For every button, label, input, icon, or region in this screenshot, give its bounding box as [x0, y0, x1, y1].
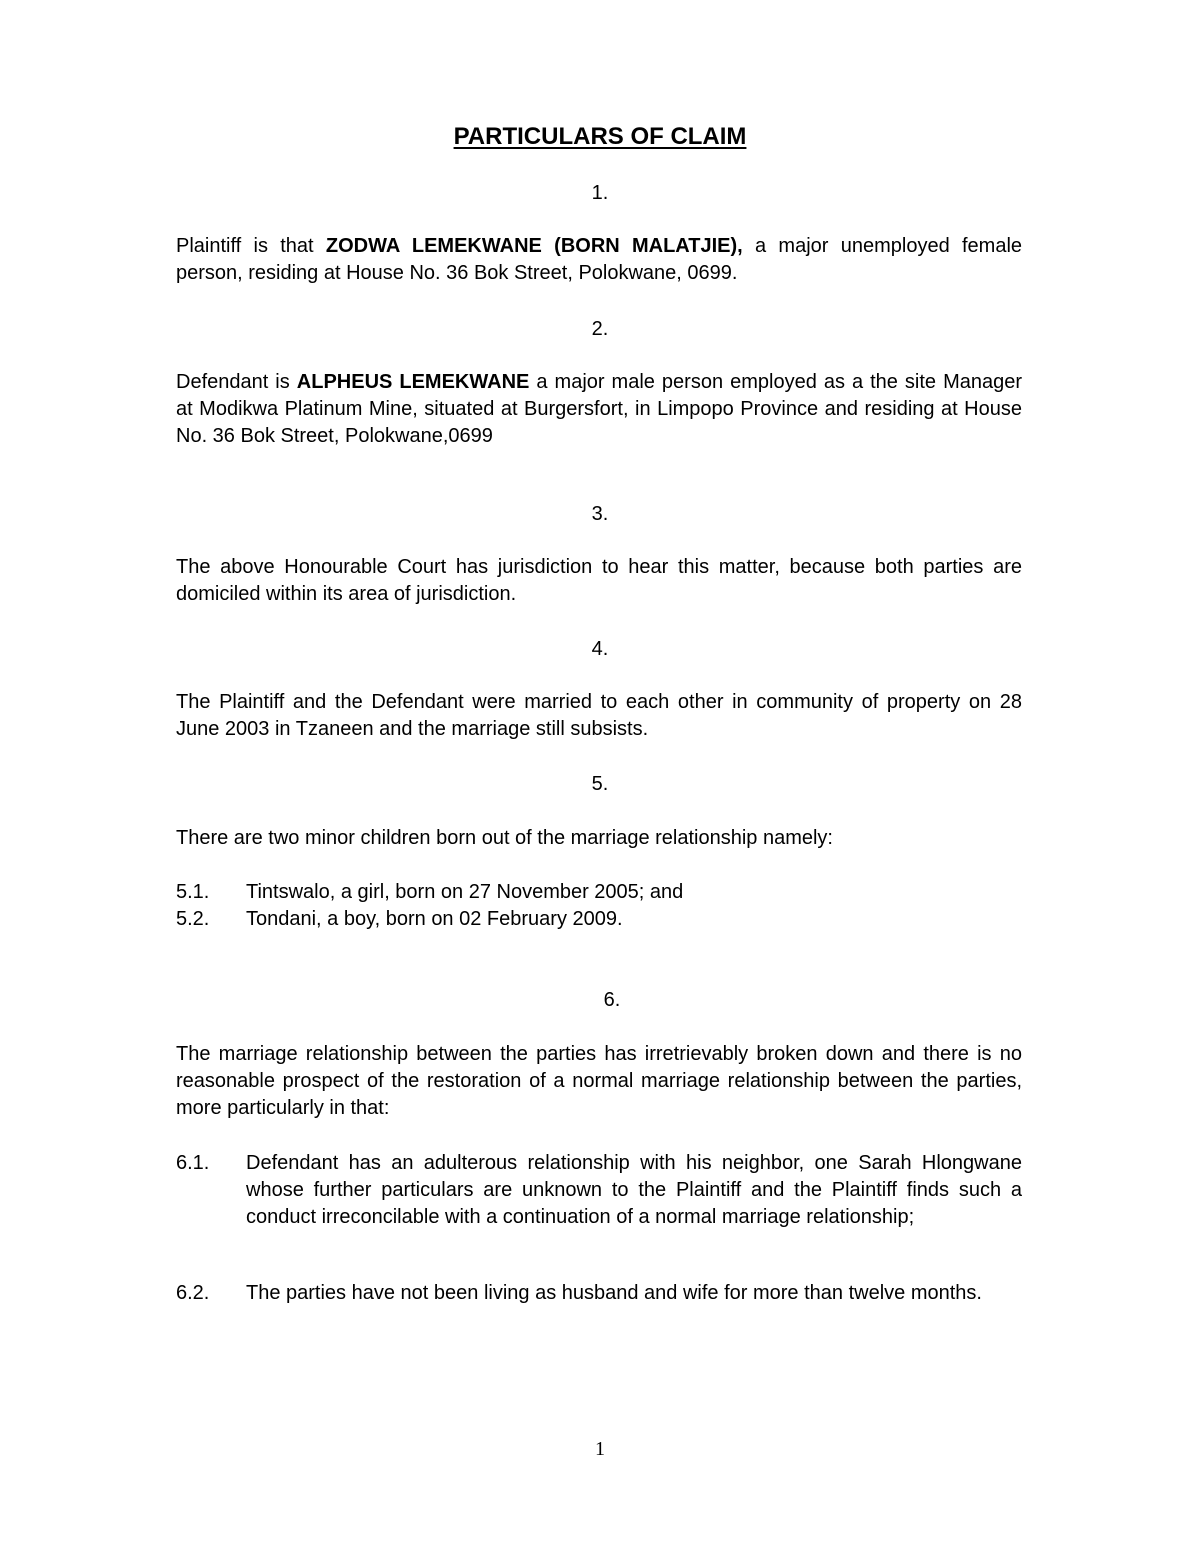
list-item: [176, 1150, 1022, 1231]
list-item-text: Tondani, a boy, born on 02 February 2009.: [246, 908, 623, 930]
page-number: 1: [595, 1438, 605, 1460]
list-item-label: 6.1.: [176, 1152, 210, 1174]
section-paragraph: The Plaintiff and the Defendant were married to each other in community of property on 28 June 2003 in Tzaneen and the marriage still subsists.: [176, 691, 1022, 740]
section-number: 5.: [591, 773, 609, 795]
list-item-label: 5.1.: [176, 881, 210, 903]
list-item-label: 6.2.: [176, 1282, 210, 1304]
plaintiff-name: ZODWA LEMEKWANE (BORN MALATJIE),: [325, 235, 743, 257]
section-number: 4.: [591, 638, 609, 660]
list-item: [176, 1280, 1022, 1307]
list-item-text: The parties have not been living as husband and wife for more than twelve months.: [246, 1282, 982, 1304]
list-item-label: 5.2.: [176, 908, 210, 930]
list-item: [176, 906, 1022, 933]
section-number: 3.: [591, 503, 609, 525]
paragraph-text: a major male person employed as a the site Manager at Modikwa Platinum Mine, situated at Burgersfort, in Limpopo Province and residing at House No. 36 Bok Street, Polokwane,0699: [176, 371, 1023, 447]
section-paragraph: [176, 233, 1022, 287]
paragraph-text: Defendant is: [176, 371, 297, 393]
section-paragraph: There are two minor children born out of the marriage relationship namely:: [176, 827, 833, 849]
defendant-name: ALPHEUS LEMEKWANE: [296, 371, 530, 393]
section-number: 6.: [603, 989, 621, 1011]
list-item-text: Tintswalo, a girl, born on 27 November 2005; and: [246, 881, 684, 903]
list-item: [176, 879, 1022, 906]
section-number: 2.: [591, 318, 609, 340]
paragraph-text: Plaintiff is that: [176, 235, 326, 257]
document-title: PARTICULARS OF CLAIM: [453, 123, 747, 150]
paragraph-text: a major unemployed female person, residing at House No. 36 Bok Street, Polokwane, 0699.: [176, 235, 1023, 284]
section-number: 1.: [591, 182, 609, 204]
section-paragraph: The above Honourable Court has jurisdiction to hear this matter, because both parties are domiciled within its area of jurisdiction.: [176, 556, 1022, 605]
list-item-text: Defendant has an adulterous relationship with his neighbor, one Sarah Hlongwane whose further particulars are unknown to the Plaintiff and the Plaintiff finds such a conduct irreconcilable with a continuation of a normal marriage relationship;: [246, 1152, 1022, 1228]
section-paragraph: [176, 369, 1022, 450]
section-paragraph: The marriage relationship between the parties has irretrievably broken down and there is no reasonable prospect of the restoration of a normal marriage relationship between the parties, more particularly in that:: [176, 1043, 1022, 1119]
